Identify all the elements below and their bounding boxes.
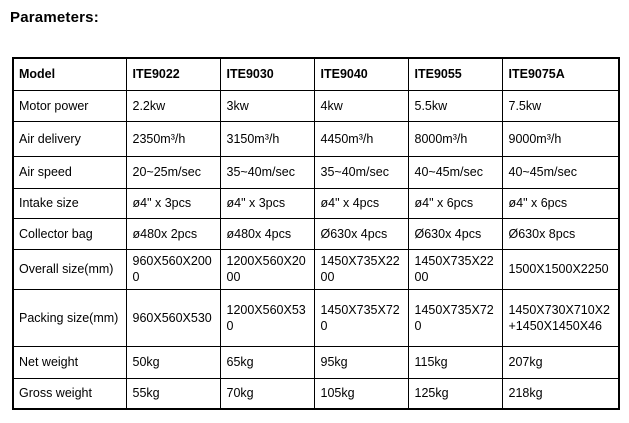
- table-row: [13, 218, 619, 249]
- table-cell: 115kg: [408, 346, 502, 378]
- table-cell: Ø630x 4pcs: [314, 218, 408, 249]
- table-cell: ø4" x 6pcs: [408, 188, 502, 218]
- table-cell: 50kg: [126, 346, 220, 378]
- header-ite9055: ITE9055: [408, 58, 502, 90]
- table-cell: ø480x 4pcs: [220, 218, 314, 249]
- table-cell: 2350m³/h: [126, 121, 220, 156]
- table-cell: 3150m³/h: [220, 121, 314, 156]
- table-cell: 5.5kw: [408, 90, 502, 121]
- table-cell: 1450X730X710X2+1450X1450X46: [502, 289, 619, 346]
- table-cell: ø4" x 3pcs: [126, 188, 220, 218]
- row-label: Air speed: [13, 156, 126, 188]
- table-cell: 125kg: [408, 378, 502, 409]
- row-label: Collector bag: [13, 218, 126, 249]
- header-ite9040: ITE9040: [314, 58, 408, 90]
- table-row: [13, 289, 619, 346]
- table-cell: 35~40m/sec: [220, 156, 314, 188]
- row-label: Motor power: [13, 90, 126, 121]
- table-cell: 1200X560X530: [220, 289, 314, 346]
- table-cell: 218kg: [502, 378, 619, 409]
- table-cell: 65kg: [220, 346, 314, 378]
- table-cell: 2.2kw: [126, 90, 220, 121]
- table-row: [13, 346, 619, 378]
- row-label: Packing size(mm): [13, 289, 126, 346]
- table-cell: 1450X735X720: [408, 289, 502, 346]
- table-cell: 40~45m/sec: [502, 156, 619, 188]
- table-cell: 55kg: [126, 378, 220, 409]
- table-cell: 105kg: [314, 378, 408, 409]
- row-label: Net weight: [13, 346, 126, 378]
- table-cell: 4450m³/h: [314, 121, 408, 156]
- row-label: Gross weight: [13, 378, 126, 409]
- table-cell: 1450X735X720: [314, 289, 408, 346]
- table-row: [13, 121, 619, 156]
- table-cell: 40~45m/sec: [408, 156, 502, 188]
- row-label: Overall size(mm): [13, 249, 126, 289]
- table-row: [13, 378, 619, 409]
- table-cell: 960X560X2000: [126, 249, 220, 289]
- table-cell: 9000m³/h: [502, 121, 619, 156]
- table-row: [13, 249, 619, 289]
- table-cell: 3kw: [220, 90, 314, 121]
- header-ite9075a: ITE9075A: [502, 58, 619, 90]
- row-label: Air delivery: [13, 121, 126, 156]
- header-model: Model: [13, 58, 126, 90]
- table-cell: 70kg: [220, 378, 314, 409]
- table-cell: ø4" x 6pcs: [502, 188, 619, 218]
- table-cell: 1500X1500X2250: [502, 249, 619, 289]
- table-cell: 1200X560X2000: [220, 249, 314, 289]
- table-cell: ø480x 2pcs: [126, 218, 220, 249]
- parameters-table: [12, 57, 620, 410]
- table-cell: Ø630x 4pcs: [408, 218, 502, 249]
- row-label: Intake size: [13, 188, 126, 218]
- table-row: [13, 156, 619, 188]
- page-title: Parameters:: [10, 9, 99, 26]
- table-cell: ø4" x 3pcs: [220, 188, 314, 218]
- header-row: [13, 58, 619, 90]
- table-cell: ø4" x 4pcs: [314, 188, 408, 218]
- header-ite9022: ITE9022: [126, 58, 220, 90]
- table-cell: 1450X735X2200: [314, 249, 408, 289]
- table-cell: 8000m³/h: [408, 121, 502, 156]
- table-cell: 4kw: [314, 90, 408, 121]
- table-row: [13, 90, 619, 121]
- table-cell: 207kg: [502, 346, 619, 378]
- table-cell: 20~25m/sec: [126, 156, 220, 188]
- table-cell: 35~40m/sec: [314, 156, 408, 188]
- header-ite9030: ITE9030: [220, 58, 314, 90]
- table-cell: 7.5kw: [502, 90, 619, 121]
- table-cell: Ø630x 8pcs: [502, 218, 619, 249]
- table-cell: 1450X735X2200: [408, 249, 502, 289]
- table-row: [13, 188, 619, 218]
- table-cell: 95kg: [314, 346, 408, 378]
- table-cell: 960X560X530: [126, 289, 220, 346]
